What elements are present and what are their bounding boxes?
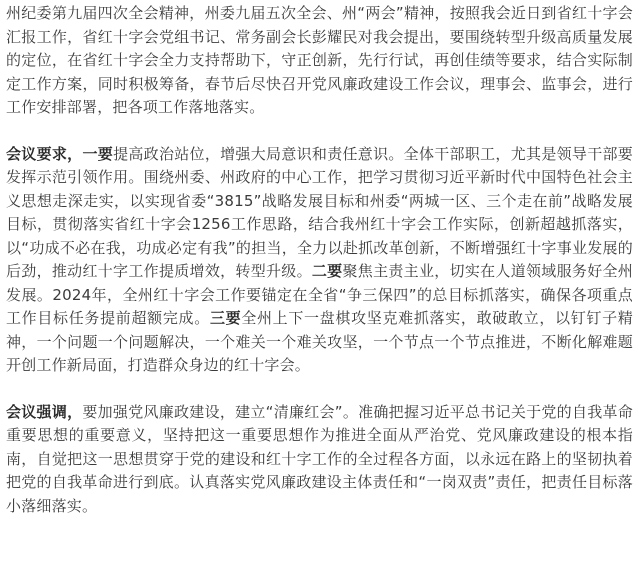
paragraph-meeting-requirements — [6, 143, 633, 378]
requirement-first-text: 提高政治站位，增强大局意识和责任意识。全体干部职工，尤其是领导干部要发挥示范引领作用。围绕州委、州政府的中心工作，把学习贯彻习近平新时代中国特色社会主义思想走深走实，以实现省委“3815”战略发展目标和州委“两城一区、三个走在前”战略发展目标，贯彻落实省红十字会1256工作思路，结合我州红十字会工作实际，创新超越抓落实，以“功成不必在我，功成必定有我”的担当，全力以赴抓改革创新，不断增强红十字事业发展的后劲，推动红十字工作提质增效，转型升级。 — [6, 144, 633, 280]
article-body — [0, 2, 639, 518]
emphasis-first: 一要 — [82, 144, 114, 163]
requirement-second-text: 聚焦主责主业，切实在人道领域服务好全州发展。2024年，全州红十字会工作要锚定在全省“争三保四”的总目标抓落实，确保各项重点工作目标任务提前超额完成。 — [6, 262, 633, 327]
lead-meeting-requirements: 会议要求， — [6, 144, 83, 163]
requirement-third-text: 全州上下一盘棋攻坚克难抓落实，敢破敢立，以钉钉子精神，一个问题一个问题解决，一个难关一个难关攻坚，一个节点一个节点推进，不断化解难题开创工作新局面，打造群众身边的红十字会。 — [6, 309, 633, 374]
emphasis-second: 二要 — [311, 262, 343, 280]
paragraph-intro — [6, 2, 633, 120]
emphasis-paragraph-text: 要加强党风廉政建设，建立“清廉红会”。准确把握习近平总书记关于党的自我革命重要思想的重要意义，坚持把这一重要思想作为推进全面从严治党、党风廉政建设的根本指南，自觉把这一思想贯穿于党的建设和红十字工作的全过程各方面，以永远在路上的坚韧执着把党的自我革命进行到底。认真落实党风廉政建设主体责任和“一岗双责”责任，把责任目标落小落细落实。 — [6, 402, 633, 515]
lead-meeting-emphasis: 会议强调， — [6, 402, 83, 421]
paragraph-intro-text: 州纪委第九届四次全会精神，州委九届五次全会、州“两会”精神，按照我会近日到省红十字会汇报工作，省红十字会党组书记、常务副会长彭耀民对我会提出，要围绕转型升级高质量发展的定位，在省红十字会全力支持帮助下，守正创新，先行行试，再创佳绩等要求，结合实际制定工作方案，同时积极筹备，春节后尽快召开党风廉政建设工作会议，理事会、监事会，进行工作安排部署，把各项工作落地落实。 — [6, 4, 633, 116]
emphasis-third: 三要 — [209, 309, 242, 327]
paragraph-meeting-emphasis — [6, 401, 633, 519]
